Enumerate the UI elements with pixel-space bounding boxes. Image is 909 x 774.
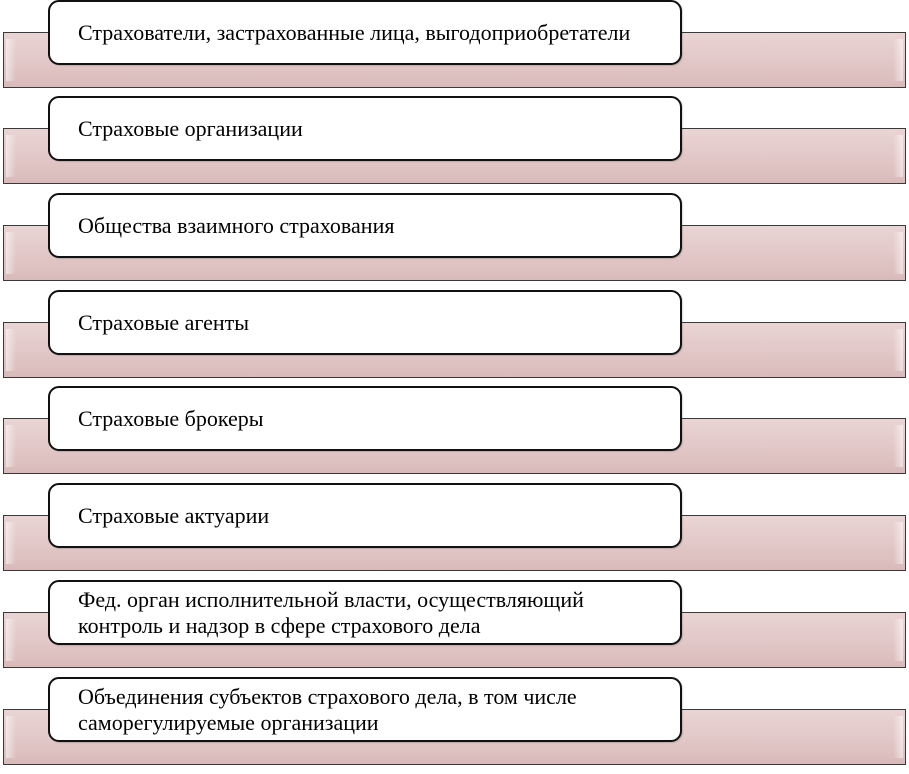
list-item [0, 290, 909, 387]
item-label: Объединения субъектов страхового дела, в том числе саморегулируемые организации [78, 683, 577, 735]
item-label: Фед. орган исполнительной власти, осуществляющий контроль и надзор в сфере страхового дела [78, 586, 584, 638]
list-item [0, 483, 909, 580]
list-item [0, 96, 909, 193]
item-box [48, 0, 682, 65]
item-box [48, 193, 682, 258]
item-box [48, 580, 682, 645]
list-item [0, 677, 909, 774]
list-item [0, 193, 909, 290]
item-label: Страховые актуарии [78, 502, 270, 528]
item-label: Страхователи, застрахованные лица, выгодоприобретатели [78, 19, 631, 45]
item-label: Страховые брокеры [78, 405, 264, 431]
item-box [48, 386, 682, 451]
item-box [48, 96, 682, 161]
item-box [48, 483, 682, 548]
item-label: Страховые агенты [78, 309, 250, 335]
item-box [48, 290, 682, 355]
item-box [48, 677, 682, 742]
list-item [0, 580, 909, 677]
item-label: Страховые организации [78, 115, 303, 141]
list-item [0, 0, 909, 97]
list-item [0, 386, 909, 483]
item-label: Общества взаимного страхования [78, 212, 395, 238]
